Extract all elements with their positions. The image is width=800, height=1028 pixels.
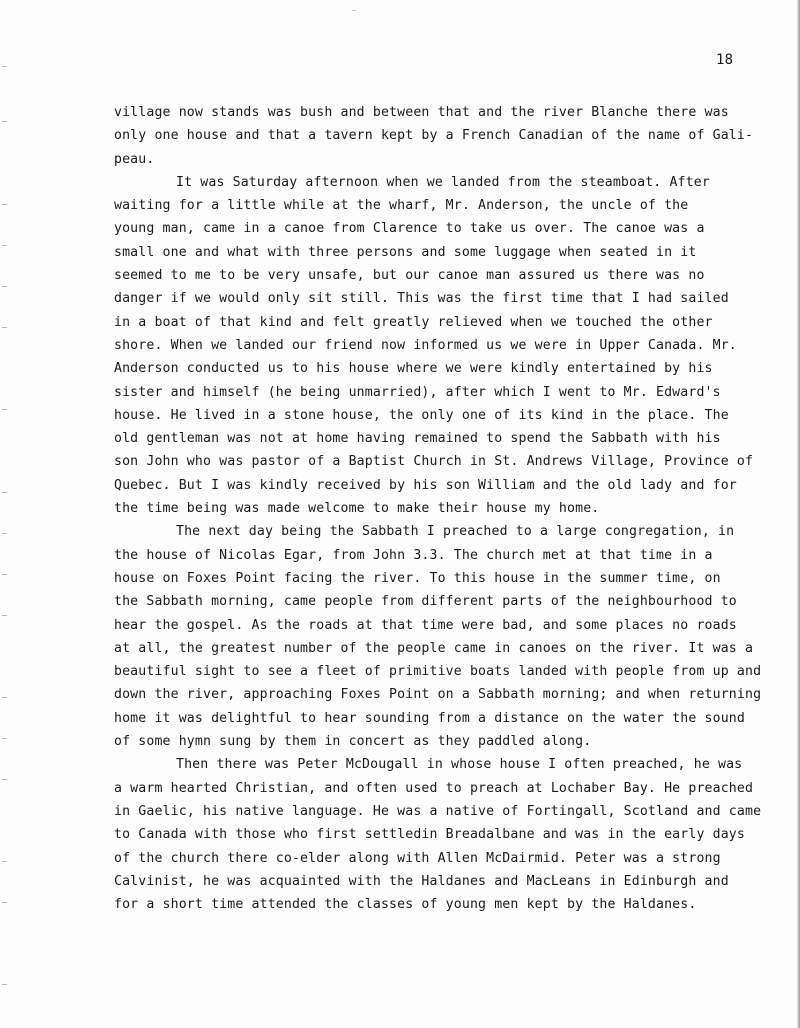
text-line: danger if we would only sit still. This was the first time that I had sailed: [114, 291, 729, 307]
left-edge-marks: [0, 0, 10, 1028]
text-line: at all, the greatest number of the people came in canoes on the river. It was a: [114, 640, 754, 656]
text-line: the Sabbath morning, came people from different parts of the neighbourhood to: [114, 594, 737, 610]
text-line: son John who was pastor of a Baptist Church in St. Andrews Village, Province of: [114, 454, 754, 470]
scan-edge-mark: [2, 245, 7, 246]
text-line: only one house and that a tavern kept by a French Canadian of the name of Gali-: [114, 128, 754, 144]
text-line: house on Foxes Point facing the river. To this house in the summer time, on: [114, 570, 721, 586]
text-line: seemed to me to be very unsafe, but our canoe man assured us there was no: [114, 268, 705, 284]
scan-edge-mark: [2, 861, 7, 862]
text-line: in Gaelic, his native language. He was a native of Fortingall, Scotland and came: [114, 803, 762, 819]
text-line: of the church there co-elder along with Allen McDairmid. Peter was a strong: [114, 850, 721, 866]
paragraph-first-line: It was Saturday afternoon when we landed from the steamboat. After: [176, 174, 710, 190]
scan-edge-mark: [2, 902, 7, 903]
scan-edge-mark: [2, 984, 7, 985]
page-number: 18: [716, 52, 734, 68]
text-line: house. He lived in a stone house, the only one of its kind in the place. The: [114, 407, 729, 423]
text-line: the time being was made welcome to make their house my home.: [114, 501, 600, 517]
scan-edge-mark: [2, 492, 7, 493]
scan-edge-mark: [2, 66, 7, 67]
text-line: the house of Nicolas Egar, from John 3.3. The church met at that time in a: [114, 547, 713, 563]
scan-edge-mark: [2, 286, 7, 287]
body-text: [114, 101, 762, 916]
text-line: shore. When we landed our friend now informed us we were in Upper Canada. Mr.: [114, 337, 737, 353]
scan-edge-mark: [2, 204, 7, 205]
scan-edge-mark: [2, 533, 7, 534]
scan-edge-mark: [2, 697, 7, 698]
text-line: hear the gospel. As the roads at that time were bad, and some places no roads: [114, 617, 737, 633]
paragraph-first-line: The next day being the Sabbath I preached to a large congregation, in: [176, 524, 735, 540]
scan-edge-mark: [2, 779, 7, 780]
text-line: home it was delightful to hear sounding from a distance on the water the sound: [114, 710, 745, 726]
scan-edge-mark: [2, 615, 7, 616]
scan-edge-mark: [2, 121, 7, 122]
text-line: waiting for a little while at the wharf, Mr. Anderson, the uncle of the: [114, 198, 689, 214]
text-line: for a short time attended the classes of young men kept by the Haldanes.: [114, 897, 697, 913]
text-line: a warm hearted Christian, and often used to preach at Lochaber Bay. He preached: [114, 780, 754, 796]
text-line: small one and what with three persons and some luggage when seated in it: [114, 244, 697, 260]
text-line: Quebec. But I was kindly received by his son William and the old lady and for: [114, 477, 737, 493]
scan-speck: [352, 10, 356, 11]
text-line: old gentleman was not at home having remained to spend the Sabbath with his: [114, 431, 721, 447]
text-line: beautiful sight to see a fleet of primitive boats landed with people from up and: [114, 664, 762, 680]
scan-edge-mark: [2, 409, 7, 410]
text-line: sister and himself (he being unmarried), after which I went to Mr. Edward's: [114, 384, 721, 400]
text-line: peau.: [114, 151, 155, 167]
text-line: to Canada with those who first settledin Breadalbane and was in the early days: [114, 827, 745, 843]
text-line: village now stands was bush and between that and the river Blanche there was: [114, 105, 729, 120]
text-line: young man, came in a canoe from Clarence to take us over. The canoe was a: [114, 221, 705, 237]
text-line: Calvinist, he was acquainted with the Haldanes and MacLeans in Edinburgh and: [114, 873, 729, 889]
scan-edge-mark: [2, 574, 7, 575]
text-line: down the river, approaching Foxes Point on a Sabbath morning; and when returning: [114, 687, 762, 703]
scan-edge-mark: [2, 738, 7, 739]
paragraph-first-line: Then there was Peter McDougall in whose house I often preached, he was: [176, 757, 743, 773]
text-line: in a boat of that kind and felt greatly relieved when we touched the other: [114, 314, 713, 330]
text-line: Anderson conducted us to his house where we were kindly entertained by his: [114, 361, 713, 377]
text-line: of some hymn sung by them in concert as they paddled along.: [114, 734, 592, 750]
scan-edge-mark: [2, 327, 7, 328]
